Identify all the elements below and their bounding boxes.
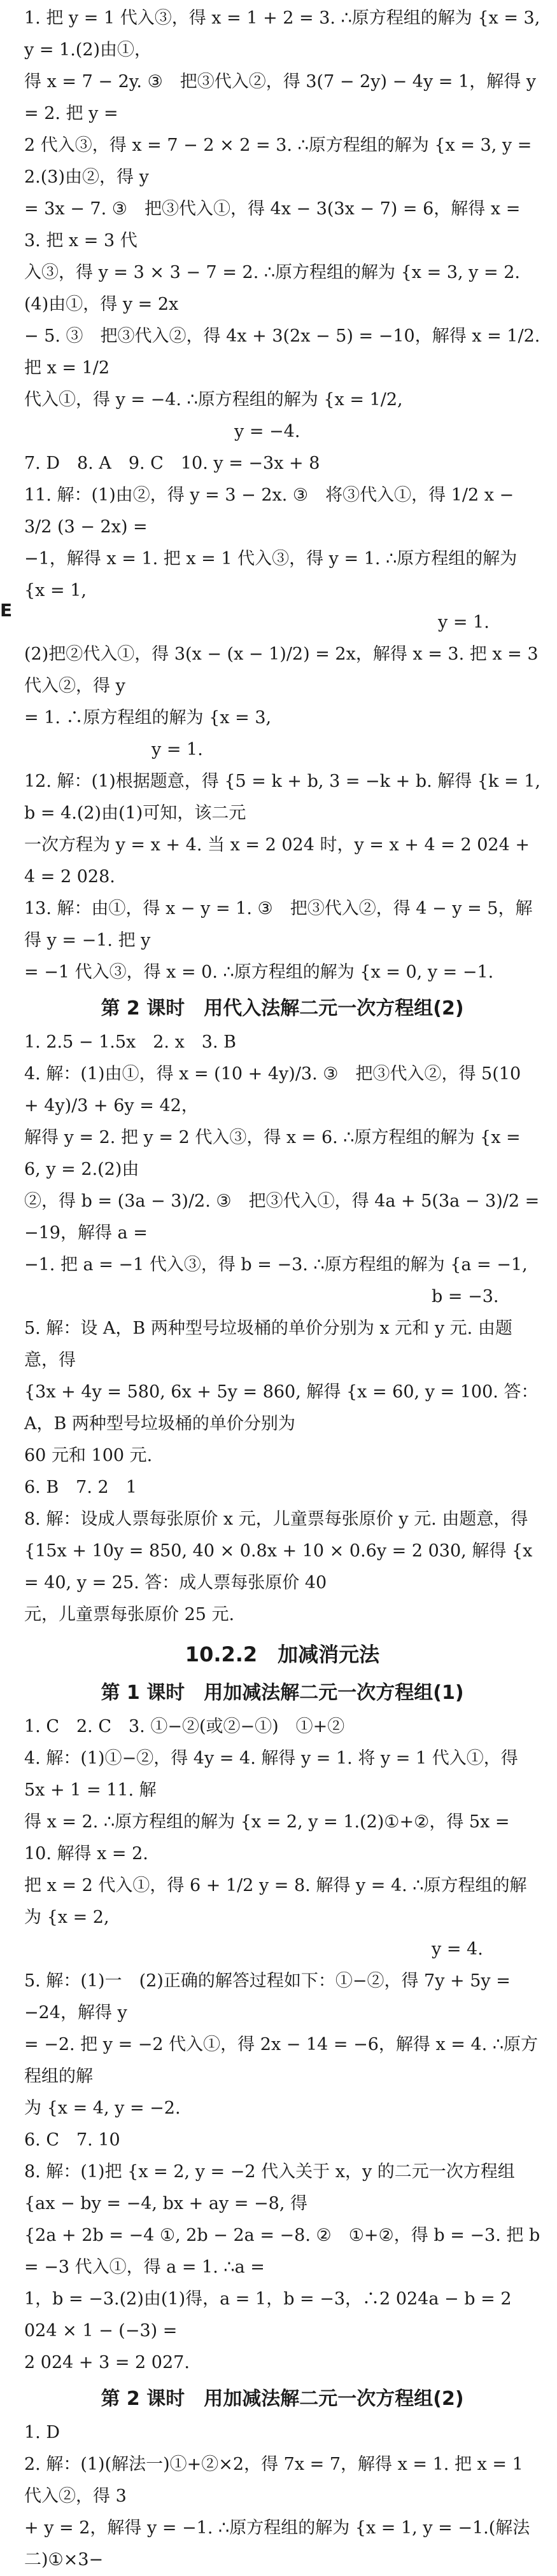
text-line: −1. 把 a = −1 代入③，得 b = −3. ∴原方程组的解为 {a = −1, bbox=[24, 1255, 528, 1275]
text-line: ②，得 b = (3a − 3)/2. ③ 把③代入①，得 4a + 5(3a − 3)/2 = −19，解得 a = bbox=[24, 1191, 540, 1243]
text-line: 入③，得 y = 3 × 3 − 7 = 2. ∴原方程组的解为 {x = 3, y = 2.(4)由①，得 y = 2x bbox=[24, 263, 520, 314]
text-line: 1. D bbox=[24, 2423, 60, 2442]
text-line: 5. 解：设 A，B 两种型号垃圾桶的单价分别为 x 元和 y 元. 由题意，得 bbox=[24, 1319, 512, 1370]
text-line: {2a + 2b = −4 ①, 2b − 2a = −8. ② ①+②，得 b = −3. 把 b = −3 代入①，得 a = 1. ∴a = bbox=[24, 2226, 540, 2277]
text-line: y = 1. bbox=[438, 613, 490, 632]
text-line: = 1. ∴原方程组的解为 {x = 3, bbox=[24, 708, 272, 728]
text-line: (2)把②代入①，得 3(x − (x − 1)/2) = 2x，解得 x = 3. 把 x = 3 代入②，得 y bbox=[24, 644, 539, 696]
text-line: y = 4. bbox=[432, 1939, 483, 1959]
text-line: 2 代入③，得 x = 7 − 2 × 2 = 3. ∴原方程组的解为 {x = 3, y = 2.(3)由②，得 y bbox=[24, 135, 532, 187]
text-line: 1，b = −3.(2)由(1)得，a = 1，b = −3，∴2 024a − b = 2 024 × 1 − (−3) = bbox=[24, 2289, 512, 2341]
text-line: 6. B 7. 2 1 bbox=[24, 1478, 137, 1497]
text-line: 2 024 + 3 = 2 027. bbox=[24, 2353, 190, 2372]
text-line: 代入①，得 y = −4. ∴原方程组的解为 {x = 1/2, bbox=[24, 390, 403, 410]
text-line: y = −4. bbox=[234, 422, 300, 441]
margin-mark: E bbox=[0, 600, 13, 621]
text-line: 1. 2.5 − 1.5x 2. x 3. B bbox=[24, 1032, 236, 1052]
text-line: 7. D 8. A 9. C 10. y = −3x + 8 bbox=[24, 454, 320, 473]
block-2 bbox=[24, 1027, 540, 1631]
section-heading: 第 2 课时 用代入法解二元一次方程组(2) bbox=[101, 997, 464, 1020]
text-line: 得 x = 2. ∴原方程组的解为 {x = 2, y = 1.(2)①+②，得 5x = 10. 解得 x = 2. bbox=[24, 1812, 510, 1864]
text-line: 13. 解：由①，得 x − y = 1. ③ 把③代入②，得 4 − y = 5，解得 y = −1. 把 y bbox=[24, 899, 533, 950]
section-heading: 10.2.2 加减消元法 bbox=[185, 1642, 380, 1666]
text-line: 11. 解：(1)由②，得 y = 3 − 2x. ③ 将③代入①，得 1/2 x − 3/2 (3 − 2x) = bbox=[24, 485, 514, 537]
text-line: 得 x = 7 − 2y. ③ 把③代入②，得 3(7 − 2y) − 4y = 1，解得 y = 2. 把 y = bbox=[24, 72, 537, 123]
text-line: 一次方程为 y = x + 4. 当 x = 2 024 时，y = x + 4 = 2 024 + 4 = 2 028. bbox=[24, 835, 530, 887]
text-line: 解得 y = 2. 把 y = 2 代入③，得 x = 6. ∴原方程组的解为 {x = 6, y = 2.(2)由 bbox=[24, 1128, 521, 1179]
text-line: 6. C 7. 10 bbox=[24, 2130, 120, 2150]
section-heading: 第 1 课时 用加减法解二元一次方程组(1) bbox=[101, 1682, 464, 1704]
text-line: = 3x − 7. ③ 把③代入①，得 4x − 3(3x − 7) = 6，解得 x = 3. 把 x = 3 代 bbox=[24, 199, 521, 251]
text-line: − 5. ③ 把③代入②，得 4x + 3(2x − 5) = −10，解得 x = 1/2. 把 x = 1/2 bbox=[24, 326, 540, 378]
text-line: 8. 解：设成人票每张原价 x 元，儿童票每张原价 y 元. 由题意，得 bbox=[24, 1509, 528, 1529]
text-line: + y = 2，解得 y = −1. ∴原方程组的解为 {x = 1, y = −1.(解法二)①×3− bbox=[24, 2518, 530, 2570]
block-1 bbox=[24, 3, 540, 988]
text-line: 元，儿童票每张原价 25 元. bbox=[24, 1605, 235, 1624]
block-4 bbox=[24, 2417, 540, 2576]
text-line: 4. 解：(1)由①，得 x = (10 + 4y)/3. ③ 把③代入②，得 5(10 + 4y)/3 + 6y = 42， bbox=[24, 1064, 521, 1116]
text-line: 5. 解：(1)一 (2)正确的解答过程如下：①−②，得 7y + 5y = −24，解得 y bbox=[24, 1971, 511, 2023]
text-line: 60 元和 100 元. bbox=[24, 1446, 153, 1465]
text-line: y = 1. bbox=[152, 740, 203, 759]
text-line: b = −3. bbox=[432, 1287, 499, 1306]
text-line: {3x + 4y = 580, 6x + 5y = 860, 解得 {x = 60, y = 100. 答：A，B 两种型号垃圾桶的单价分别为 bbox=[24, 1382, 539, 1434]
text-line: 为 {x = 4, y = −2. bbox=[24, 2098, 181, 2118]
text-line: 4. 解：(1)①−②，得 4y = 4. 解得 y = 1. 将 y = 1 代入①，得 5x + 1 = 11. 解 bbox=[24, 1748, 518, 1800]
text-line: 12. 解：(1)根据题意，得 {5 = k + b, 3 = −k + b. 解得 {k = 1, b = 4.(2)由(1)可知，该二元 bbox=[24, 772, 540, 823]
text-line: = −2. 把 y = −2 代入①，得 2x − 14 = −6，解得 x = 4. ∴原方程组的解 bbox=[24, 2035, 539, 2086]
text-line: 1. 把 y = 1 代入③，得 x = 1 + 2 = 3. ∴原方程组的解为 {x = 3, y = 1.(2)由①， bbox=[24, 8, 540, 60]
text-line: = −1 代入③，得 x = 0. ∴原方程组的解为 {x = 0, y = −1. bbox=[24, 962, 494, 982]
block-3 bbox=[24, 1711, 540, 2379]
text-line: {15x + 10y = 850, 40 × 0.8x + 10 × 0.6y = 2 030, 解得 {x = 40, y = 25. 答：成人票每张原价 40 bbox=[24, 1541, 533, 1593]
text-line: 1. C 2. C 3. ①−②(或②−①) ①+② bbox=[24, 1717, 345, 1736]
text-line: 2. 解：(1)(解法一)①+②×2，得 7x = 7，解得 x = 1. 把 x = 1 代入②，得 3 bbox=[24, 2455, 523, 2506]
text-line: 把 x = 2 代入①，得 6 + 1/2 y = 8. 解得 y = 4. ∴原方程组的解为 {x = 2, bbox=[24, 1876, 527, 1927]
section-heading: 第 2 课时 用加减法解二元一次方程组(2) bbox=[101, 2388, 464, 2410]
text-line: 8. 解：(1)把 {x = 2, y = −2 代入关于 x，y 的二元一次方程组 {ax − by = −4, bx + ay = −8, 得 bbox=[24, 2162, 515, 2213]
text-line: −1，解得 x = 1. 把 x = 1 代入③，得 y = 1. ∴原方程组的解为 {x = 1, bbox=[24, 549, 518, 600]
